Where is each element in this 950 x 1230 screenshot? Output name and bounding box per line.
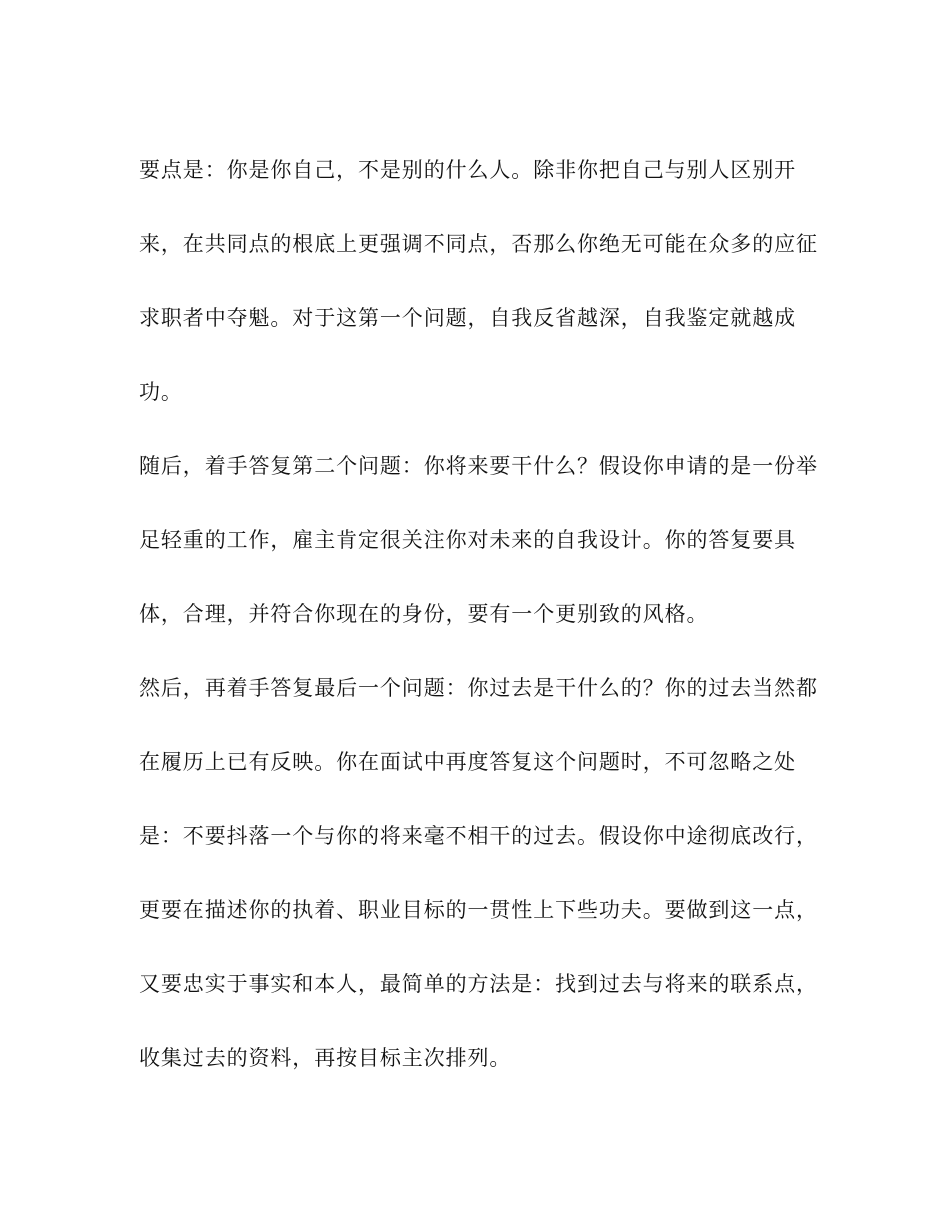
- paragraph-1: [139, 133, 818, 429]
- text-line: 又要忠实于事实和本人，最简单的方法是：找到过去与将来的联系点，: [139, 972, 818, 996]
- text-line: 随后，着手答复第二个问题：你将来要干什么？假设你申请的是一份举: [139, 454, 818, 478]
- text-line: 收集过去的资料，再按目标主次排列。: [139, 1046, 512, 1070]
- text-line: 足轻重的工作，雇主肯定很关注你对未来的自我设计。你的答复要具: [139, 528, 796, 552]
- text-line: 然后，再着手答复最后一个问题：你过去是干什么的？你的过去当然都: [139, 676, 818, 700]
- text-line: 来，在共同点的根底上更强调不同点，否那么你绝无可能在众多的应征: [139, 232, 818, 256]
- text-line: 在履历上已有反映。你在面试中再度答复这个问题时，不可忽略之处: [139, 750, 796, 774]
- document-body: [139, 133, 818, 1095]
- text-line: 要点是：你是你自己，不是别的什么人。除非你把自己与别人区别开: [139, 158, 796, 182]
- text-line: 体，合理，并符合你现在的身份，要有一个更别致的风格。: [139, 602, 709, 626]
- paragraph-2: [139, 429, 818, 651]
- text-line: 功。: [139, 380, 183, 404]
- text-line: 是：不要抖落一个与你的将来毫不相干的过去。假设你中途彻底改行，: [139, 824, 818, 848]
- paragraph-3: [139, 651, 818, 1095]
- text-line: 更要在描述你的执着、职业目标的一贯性上下些功夫。要做到这一点，: [139, 898, 818, 922]
- text-line: 求职者中夺魁。对于这第一个问题，自我反省越深，自我鉴定就越成: [139, 306, 796, 330]
